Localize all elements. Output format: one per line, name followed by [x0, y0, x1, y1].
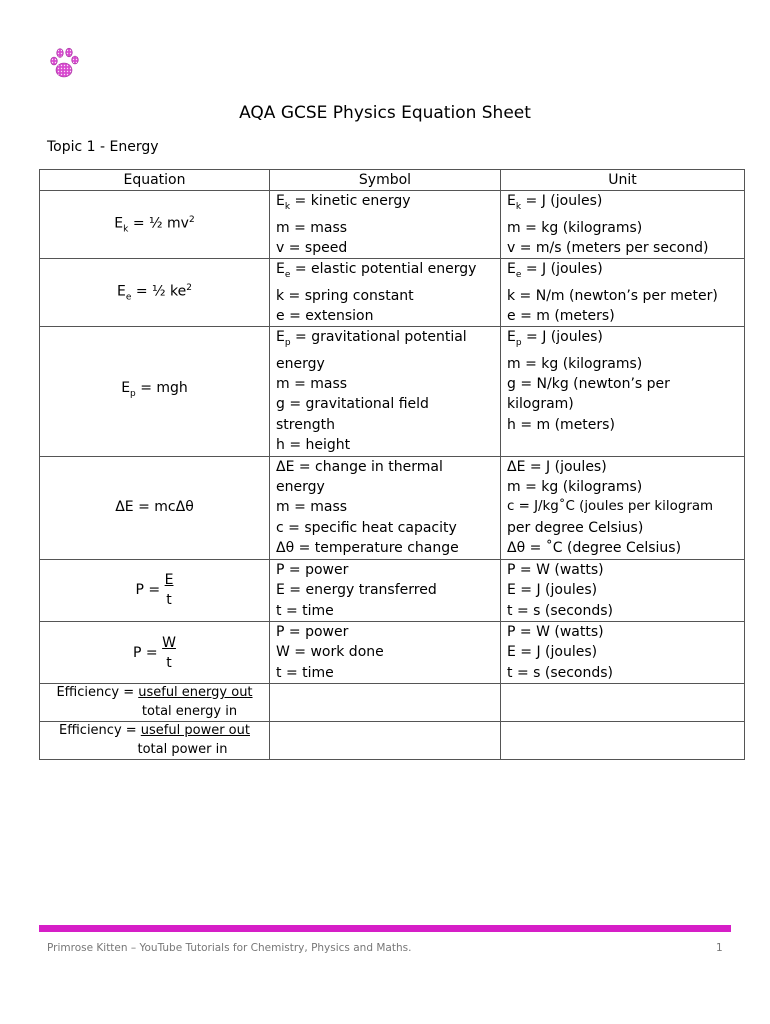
table-row: [40, 456, 745, 559]
equation-elastic: $E_e$ = ½ $ke^2$: [40, 259, 270, 327]
symbol-cell: $E_p$ = gravitational potential energy m = mass g = gravitational field strength h = height: [270, 327, 501, 456]
header-equation: Equation: [40, 170, 270, 191]
equation-efficiency-power: Efficiency = useful power out total power in: [40, 722, 270, 760]
unit-cell: [501, 684, 745, 722]
footer-text: Primrose Kitten – YouTube Tutorials for Chemistry, Physics and Maths.: [47, 942, 412, 954]
table-row: [40, 684, 745, 722]
unit-cell: ΔE = J (joules) m = kg (kilograms) c = J/kg˚C (joules per kilogram per degree Celsius) Δθ = ˚C (degree Celsius): [501, 456, 745, 559]
equation-power-work: P = $\frac{W}{t}$: [40, 621, 270, 683]
table-row: [40, 191, 745, 259]
unit-cell: P = W (watts) E = J (joules) t = s (seconds): [501, 559, 745, 621]
symbol-cell: $E_e$ = elastic potential energy k = spring constant e = extension: [270, 259, 501, 327]
table-row: [40, 559, 745, 621]
equation-table: [39, 169, 745, 760]
symbol-cell: ΔE = change in thermal energy m = mass c = specific heat capacity Δθ = temperature change: [270, 456, 501, 559]
symbol-cell: P = power W = work done t = time: [270, 621, 501, 683]
symbol-cell: [270, 722, 501, 760]
table-row: [40, 722, 745, 760]
symbol-cell: P = power E = energy transferred t = time: [270, 559, 501, 621]
equation-efficiency-energy: Efficiency = useful energy out total energy in: [40, 684, 270, 722]
table-header-row: [40, 170, 745, 191]
page-title: AQA GCSE Physics Equation Sheet: [239, 103, 531, 123]
header-unit: Unit: [501, 170, 745, 191]
page-number: 1: [716, 942, 723, 954]
unit-cell: $E_e = J$ (joules) k = N/m (newton’s per meter) e = m (meters): [501, 259, 745, 327]
topic-heading: Topic 1 - Energy: [47, 139, 159, 155]
unit-cell: $E_p = J$ (joules) m = kg (kilograms) g = N/kg (newton’s per kilogram) h = m (meters): [501, 327, 745, 456]
equation-gravitational: $E_p$ = mgh: [40, 327, 270, 456]
equation-power-energy: P = $\frac{E}{t}$: [40, 559, 270, 621]
unit-cell: [501, 722, 745, 760]
footer-divider: [39, 925, 731, 932]
paw-print-logo: [48, 46, 80, 80]
table-row: [40, 621, 745, 683]
unit-cell: $E_k = J$ (joules) m = kg (kilograms) v = m/s (meters per second): [501, 191, 745, 259]
table-row: [40, 259, 745, 327]
equation-thermal: ΔE = mcΔθ: [40, 456, 270, 559]
unit-cell: P = W (watts) E = J (joules) t = s (seconds): [501, 621, 745, 683]
symbol-cell: $E_k$ = kinetic energy m = mass v = speed: [270, 191, 501, 259]
table-row: [40, 327, 745, 456]
symbol-cell: [270, 684, 501, 722]
header-symbol: Symbol: [270, 170, 501, 191]
equation-kinetic: $E_k$ = ½ $mv^2$: [40, 191, 270, 259]
